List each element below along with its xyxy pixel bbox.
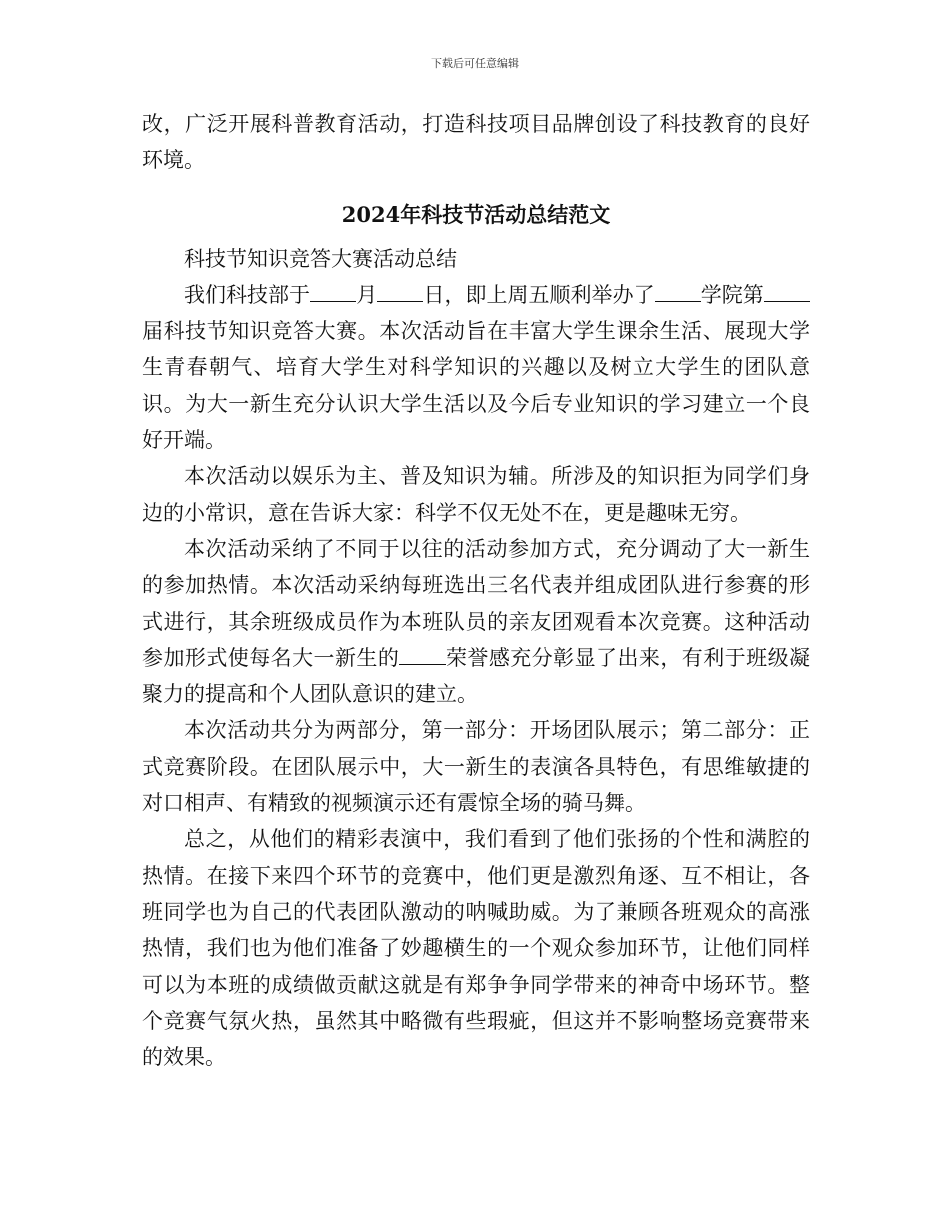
- fill-blank-day: [377, 282, 423, 302]
- document-subtitle: 科技节知识竞答大赛活动总结: [184, 246, 457, 271]
- fill-blank-college: [655, 282, 701, 302]
- paragraph-2: 本次活动以娱乐为主、普及知识为辅。所涉及的知识拒为同学们身边的小常识，意在告诉大家：科学不仅无处不在，更是趣味无穷。: [142, 464, 810, 525]
- page-header: 下载后可任意编辑: [431, 57, 519, 70]
- paragraph-4: 本次活动共分为两部分，第一部分：开场团队展示；第二部分：正式竞赛阶段。在团队展示中，大一新生的表演各具特色，有思维敏捷的对口相声、有精致的视频演示还有震惊全场的骑马舞。: [142, 718, 810, 816]
- p1-text-a: 我们科技部于: [184, 282, 311, 307]
- fill-blank-honor: [399, 645, 445, 665]
- paragraph-3: [142, 531, 810, 712]
- p1-text-e: 届科技节知识竞答大赛。本次活动旨在丰富大学生课余生活、展现大学生青春朝气、培育大学生对科学知识的兴趣以及树立大学生的团队意识。为大一新生充分认识大学生活以及今后专业知识的学习建立一个良好开端。: [142, 319, 810, 453]
- intro-paragraph: 改，广泛开展科普教育活动，打造科技项目品牌创设了科技教育的良好环境。: [142, 112, 810, 173]
- document-title: 2024年科技节活动总结范文: [341, 201, 611, 227]
- paragraph-1: [142, 277, 810, 458]
- paragraph-5: 总之，从他们的精彩表演中，我们看到了他们张扬的个性和满腔的热情。在接下来四个环节的竞赛中，他们更是激烈角逐、互不相让，各班同学也为自己的代表团队激动的呐喊助威。为了兼顾各班观众的高涨热情，我们也为他们准备了妙趣横生的一个观众参加环节，让他们同样可以为本班的成绩做贡献这就是有郑争争同学带来的神奇中场环节。整个竞赛气氛火热，虽然其中略微有些瑕疵，但这并不影响整场竞赛带来的效果。: [142, 827, 810, 1070]
- fill-blank-month: [310, 282, 356, 302]
- document-body: [142, 106, 810, 1075]
- p3-text-b: 荣誉感充分彰显了出来，有利于班级凝聚力的提高和个人团队意识的建立。: [142, 645, 811, 707]
- p3-text-a: 本次活动采纳了不同于以往的活动参加方式，充分调动了大一新生的参加热情。本次活动采纳每班选出三名代表并组成团队进行参赛的形式进行，其余班级成员作为本班队员的亲友团观看本次竞赛。这种活动参加形式使每名大一新生的: [142, 536, 810, 670]
- p1-text-b: 月: [356, 282, 378, 307]
- fill-blank-session: [764, 282, 810, 302]
- p1-text-d: 学院第: [700, 282, 764, 307]
- p1-text-c: 日，即上周五顺利举办了: [423, 282, 655, 307]
